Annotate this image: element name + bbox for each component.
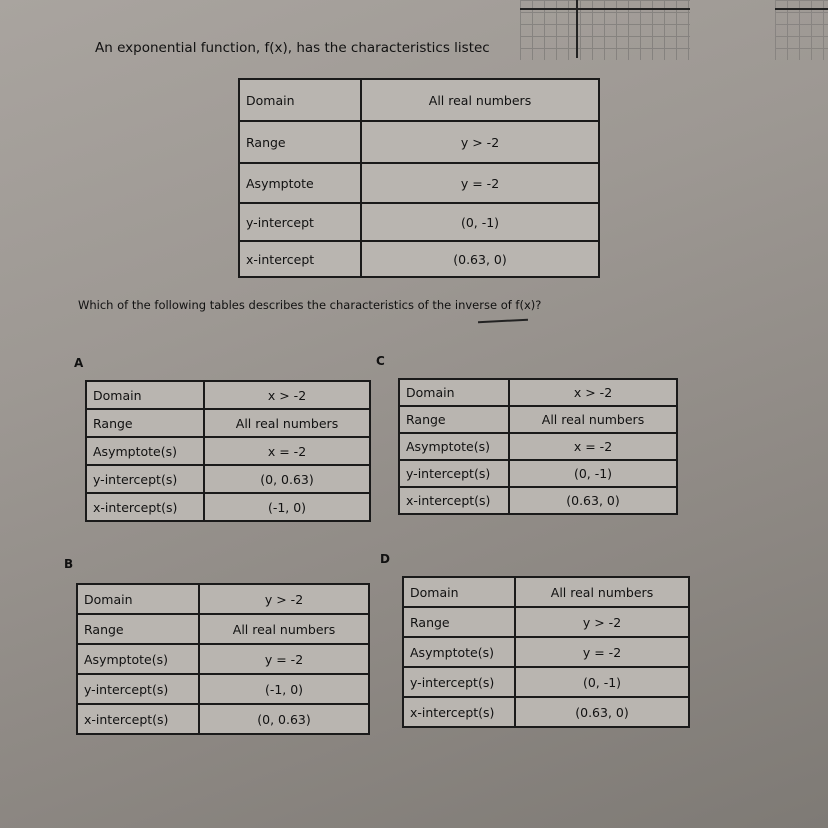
table-row — [77, 674, 369, 704]
row-value: All real numbers — [515, 577, 689, 607]
row-label: Domain — [399, 379, 509, 406]
table-row — [239, 163, 599, 203]
row-value: y = -2 — [361, 163, 599, 203]
row-value: x = -2 — [204, 437, 370, 465]
row-value: (0, -1) — [509, 460, 677, 487]
graph-x-axis — [520, 8, 690, 10]
table-row — [86, 465, 370, 493]
table-row — [239, 241, 599, 277]
row-value: x > -2 — [509, 379, 677, 406]
pen-underline — [478, 319, 528, 324]
row-value: (0, 0.63) — [199, 704, 369, 734]
table-row — [403, 577, 689, 607]
row-label: x-intercept(s) — [399, 487, 509, 514]
table-row — [403, 607, 689, 637]
row-value: All real numbers — [509, 406, 677, 433]
row-label: Asymptote — [239, 163, 361, 203]
row-label: Domain — [403, 577, 515, 607]
graph-x-axis-right — [775, 8, 828, 10]
option-a-table[interactable] — [85, 380, 371, 522]
row-label: y-intercept(s) — [77, 674, 199, 704]
table-row — [403, 697, 689, 727]
row-label: Asymptote(s) — [86, 437, 204, 465]
row-value: (-1, 0) — [199, 674, 369, 704]
row-value: x = -2 — [509, 433, 677, 460]
table-row — [86, 493, 370, 521]
table-row — [86, 409, 370, 437]
row-label: Range — [399, 406, 509, 433]
row-label: x-intercept(s) — [403, 697, 515, 727]
row-label: x-intercept(s) — [77, 704, 199, 734]
row-label: x-intercept — [239, 241, 361, 277]
option-c-letter: C — [376, 354, 385, 368]
table-row — [399, 379, 677, 406]
given-characteristics-table — [238, 78, 600, 278]
table-row — [399, 460, 677, 487]
option-b-table[interactable] — [76, 583, 370, 735]
row-value: (0, 0.63) — [204, 465, 370, 493]
option-b-letter: B — [64, 557, 74, 571]
table-row — [86, 381, 370, 409]
row-value: (0.63, 0) — [515, 697, 689, 727]
graph-y-axis — [576, 0, 578, 58]
table-row — [239, 121, 599, 163]
row-label: y-intercept(s) — [86, 465, 204, 493]
row-label: y-intercept(s) — [403, 667, 515, 697]
question-text: Which of the following tables describes the characteristics of the inverse of f(x)? — [78, 298, 542, 312]
row-label: Asymptote(s) — [403, 637, 515, 667]
row-value: All real numbers — [361, 79, 599, 121]
row-value: y > -2 — [361, 121, 599, 163]
row-value: All real numbers — [204, 409, 370, 437]
row-label: Domain — [239, 79, 361, 121]
table-row — [399, 433, 677, 460]
table-row — [399, 487, 677, 514]
table-row — [399, 406, 677, 433]
row-label: Asymptote(s) — [399, 433, 509, 460]
table-row — [403, 637, 689, 667]
option-c-table[interactable] — [398, 378, 678, 515]
option-a-letter: A — [74, 356, 84, 370]
row-label: Domain — [77, 584, 199, 614]
row-value: (0, -1) — [361, 203, 599, 241]
table-row — [77, 644, 369, 674]
row-value: (0.63, 0) — [361, 241, 599, 277]
table-row — [239, 79, 599, 121]
row-value: (-1, 0) — [204, 493, 370, 521]
row-value: (0, -1) — [515, 667, 689, 697]
row-value: (0.63, 0) — [509, 487, 677, 514]
row-value: y = -2 — [515, 637, 689, 667]
table-row — [403, 667, 689, 697]
row-value: x > -2 — [204, 381, 370, 409]
row-label: Domain — [86, 381, 204, 409]
row-label: Range — [403, 607, 515, 637]
row-label: Range — [86, 409, 204, 437]
row-value: y > -2 — [515, 607, 689, 637]
option-d-table[interactable] — [402, 576, 690, 728]
row-label: Range — [239, 121, 361, 163]
table-row — [239, 203, 599, 241]
option-d-letter: D — [380, 552, 390, 566]
row-value: y = -2 — [199, 644, 369, 674]
row-value: All real numbers — [199, 614, 369, 644]
row-label: y-intercept — [239, 203, 361, 241]
row-label: Asymptote(s) — [77, 644, 199, 674]
row-value: y > -2 — [199, 584, 369, 614]
table-row — [77, 614, 369, 644]
row-label: Range — [77, 614, 199, 644]
table-row — [77, 584, 369, 614]
table-row — [77, 704, 369, 734]
row-label: y-intercept(s) — [399, 460, 509, 487]
row-label: x-intercept(s) — [86, 493, 204, 521]
problem-intro: An exponential function, f(x), has the characteristics listec — [95, 40, 490, 56]
table-row — [86, 437, 370, 465]
